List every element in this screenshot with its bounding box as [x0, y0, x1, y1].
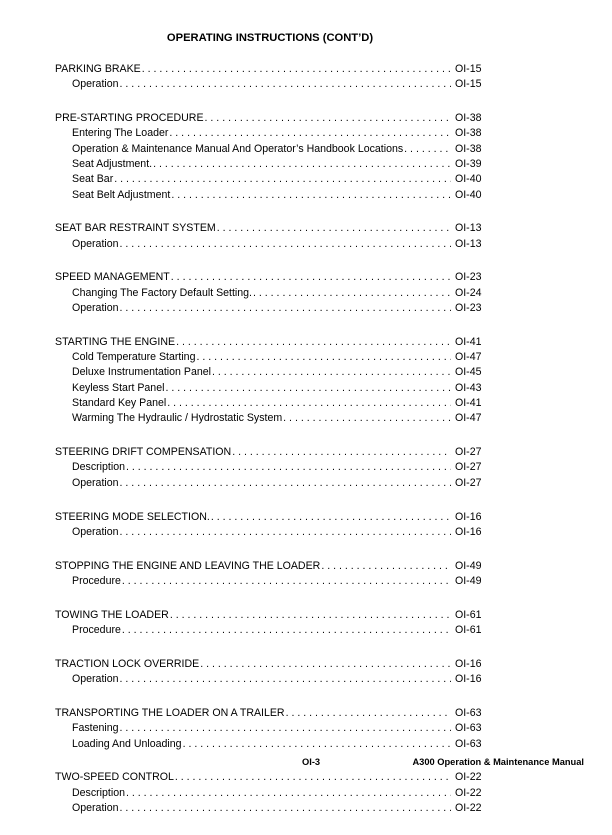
subsection-entry-label: Operation — [72, 673, 119, 686]
subsection-entry-page: OI-38 — [455, 142, 482, 155]
section-entry[interactable] — [55, 335, 487, 350]
subsection-entry-page: OI-13 — [455, 237, 482, 250]
dot-leader — [122, 623, 451, 638]
subsection-entry-label: Changing The Factory Default Setting. — [72, 286, 253, 299]
index-section — [55, 221, 487, 252]
subsection-entry[interactable] — [55, 623, 487, 638]
subsection-entry[interactable] — [55, 801, 487, 816]
subsection-entry-label: Description — [72, 786, 125, 799]
subsection-entry-page: OI-38 — [455, 127, 482, 140]
section-entry-page: OI-38 — [455, 112, 482, 125]
subsection-entry-label: Operation — [72, 476, 119, 489]
subsection-entry-label: Operation — [72, 801, 119, 814]
subsection-entry[interactable] — [55, 126, 487, 141]
subsection-entry-label: Operation — [72, 237, 119, 250]
section-entry-page: OI-27 — [455, 446, 482, 459]
section-entry-page: OI-16 — [455, 510, 482, 523]
subsection-entry-label: Keyless Start Panel — [72, 381, 165, 394]
section-entry[interactable] — [55, 510, 487, 525]
dot-leader — [120, 476, 451, 491]
section-entry-label: TOWING THE LOADER — [55, 608, 169, 621]
dot-leader — [175, 770, 451, 785]
subsection-entry-label: Fastening — [72, 722, 119, 735]
subsection-entry-page: OI-63 — [455, 737, 482, 750]
subsection-entry-label: Description — [72, 461, 125, 474]
dot-leader — [142, 62, 451, 77]
dot-leader — [283, 411, 451, 426]
subsection-entry-label: Procedure — [72, 574, 121, 587]
dot-leader — [120, 672, 451, 687]
dot-leader — [153, 157, 451, 172]
subsection-entry-label: Seat Bar — [72, 173, 114, 186]
dot-leader — [169, 126, 451, 141]
dot-leader — [167, 396, 451, 411]
index-section — [55, 270, 487, 316]
subsection-entry[interactable] — [55, 574, 487, 589]
dot-leader — [176, 335, 451, 350]
dot-leader — [286, 706, 451, 721]
section-entry-label: STOPPING THE ENGINE AND LEAVING THE LOADER — [55, 559, 321, 572]
subsection-entry[interactable] — [55, 350, 487, 365]
subsection-entry[interactable] — [55, 721, 487, 736]
subsection-entry-label: Seat Adjustment. — [72, 157, 153, 170]
dot-leader — [205, 111, 451, 126]
section-entry-page: OI-23 — [455, 271, 482, 284]
dot-leader — [404, 142, 451, 157]
dot-leader — [171, 188, 451, 203]
dot-leader — [126, 460, 451, 475]
dot-leader — [232, 445, 451, 460]
index-section — [55, 62, 487, 93]
index-section — [55, 657, 487, 688]
subsection-entry-page: OI-47 — [455, 412, 482, 425]
subsection-entry[interactable] — [55, 396, 487, 411]
subsection-entry[interactable] — [55, 365, 487, 380]
subsection-entry-page: OI-63 — [455, 722, 482, 735]
subsection-entry-page: OI-23 — [455, 302, 482, 315]
subsection-entry-label: Operation — [72, 78, 119, 91]
subsection-entry-page: OI-16 — [455, 525, 482, 538]
dot-leader — [170, 608, 451, 623]
section-entry[interactable] — [55, 706, 487, 721]
footer-manual-title: A300 Operation & Maintenance Manual — [412, 757, 584, 767]
section-entry-page: OI-16 — [455, 657, 482, 670]
subsection-entry-page: OI-61 — [455, 624, 482, 637]
index-section — [55, 770, 487, 816]
subsection-entry[interactable] — [55, 381, 487, 396]
dot-leader — [120, 301, 451, 316]
section-entry-page: OI-61 — [455, 608, 482, 621]
subsection-entry[interactable] — [55, 237, 487, 252]
subsection-entry-label: Operation — [72, 525, 119, 538]
subsection-entry-label: Operation — [72, 302, 119, 315]
section-entry[interactable] — [55, 111, 487, 126]
subsection-entry[interactable] — [55, 737, 487, 752]
dot-leader — [321, 559, 451, 574]
subsection-entry[interactable] — [55, 476, 487, 491]
subsection-entry-label: Entering The Loader — [72, 127, 169, 140]
dot-leader — [165, 381, 451, 396]
dot-leader — [120, 237, 451, 252]
section-entry-label: PARKING BRAKE — [55, 63, 141, 75]
subsection-entry[interactable] — [55, 142, 487, 157]
section-entry[interactable] — [55, 559, 487, 574]
section-entry-page: OI-22 — [455, 771, 482, 784]
subsection-entry[interactable] — [55, 301, 487, 316]
dot-leader — [200, 657, 451, 672]
subsection-entry[interactable] — [55, 525, 487, 540]
section-entry[interactable] — [55, 62, 487, 77]
dot-leader — [253, 286, 451, 301]
dot-leader — [120, 525, 451, 540]
section-entry[interactable] — [55, 608, 487, 623]
subsection-entry[interactable] — [55, 786, 487, 801]
subsection-entry-page: OI-22 — [455, 801, 482, 814]
section-entry-page: OI-49 — [455, 559, 482, 572]
section-entry-label: SPEED MANAGEMENT — [55, 271, 170, 284]
subsection-entry-page: OI-27 — [455, 476, 482, 489]
dot-leader — [211, 510, 451, 525]
subsection-entry[interactable] — [55, 411, 487, 426]
subsection-entry-label: Deluxe Instrumentation Panel — [72, 366, 211, 379]
subsection-entry-page: OI-40 — [455, 188, 482, 201]
section-entry[interactable] — [55, 221, 487, 236]
subsection-entry[interactable] — [55, 460, 487, 475]
section-entry-label: TRACTION LOCK OVERRIDE — [55, 657, 200, 670]
subsection-entry-label: Loading And Unloading — [72, 737, 182, 750]
dot-leader — [120, 801, 451, 816]
subsection-entry[interactable] — [55, 672, 487, 687]
subsection-entry-page: OI-40 — [455, 173, 482, 186]
subsection-entry-page: OI-22 — [455, 786, 482, 799]
subsection-entry-page: OI-16 — [455, 673, 482, 686]
section-entry-label: PRE-STARTING PROCEDURE — [55, 112, 204, 125]
dot-leader — [212, 365, 451, 380]
section-entry[interactable] — [55, 657, 487, 672]
section-entry[interactable] — [55, 770, 487, 785]
section-entry-page: OI-13 — [455, 222, 482, 235]
section-entry-label: TWO-SPEED CONTROL — [55, 771, 174, 784]
subsection-entry-label: Cold Temperature Starting — [72, 351, 196, 364]
subsection-entry-page: OI-24 — [455, 286, 482, 299]
subsection-entry-label: Procedure — [72, 624, 121, 637]
footer-page-number: OI-3 — [302, 757, 321, 767]
index-section — [55, 608, 487, 639]
subsection-entry[interactable] — [55, 77, 487, 92]
dot-leader — [122, 574, 451, 589]
dot-leader — [114, 172, 451, 187]
section-entry-label: STARTING THE ENGINE — [55, 335, 176, 348]
index-section — [55, 706, 487, 752]
subsection-entry-page: OI-47 — [455, 351, 482, 364]
subsection-entry-label: Seat Belt Adjustment — [72, 188, 171, 201]
index-section — [55, 335, 487, 427]
subsection-entry[interactable] — [55, 188, 487, 203]
subsection-entry-page: OI-43 — [455, 381, 482, 394]
dot-leader — [120, 77, 451, 92]
dot-leader — [183, 737, 451, 752]
subsection-entry-page: OI-45 — [455, 366, 482, 379]
index-section — [55, 111, 487, 203]
subsection-entry-page: OI-41 — [455, 397, 482, 410]
index-section — [55, 445, 487, 491]
index-section — [55, 510, 487, 541]
subsection-entry-page: OI-49 — [455, 574, 482, 587]
dot-leader — [217, 221, 451, 236]
dot-leader — [126, 786, 451, 801]
dot-leader — [196, 350, 451, 365]
dot-leader — [120, 721, 451, 736]
section-entry[interactable] — [55, 270, 487, 285]
subsection-entry[interactable] — [55, 286, 487, 301]
subsection-entry[interactable] — [55, 172, 487, 187]
dot-leader — [171, 270, 451, 285]
subsection-entry-page: OI-39 — [455, 157, 482, 170]
subsection-entry-label: Warming The Hydraulic / Hydrostatic System — [72, 412, 283, 425]
section-entry-label: SEAT BAR RESTRAINT SYSTEM — [55, 222, 216, 235]
index-section — [55, 559, 487, 590]
subsection-entry-label: Operation & Maintenance Manual And Operator’s Handbook Locations — [72, 142, 404, 155]
subsection-entry-label: Standard Key Panel — [72, 397, 167, 410]
index-list — [55, 62, 487, 835]
section-entry-page: OI-41 — [455, 335, 482, 348]
subsection-entry-page: OI-27 — [455, 461, 482, 474]
subsection-entry-page: OI-15 — [455, 78, 482, 91]
section-entry-page: OI-15 — [455, 63, 482, 75]
section-entry-label: STEERING MODE SELECTION. — [55, 510, 210, 523]
section-entry-label: TRANSPORTING THE LOADER ON A TRAILER — [55, 706, 285, 719]
section-entry[interactable] — [55, 445, 487, 460]
subsection-entry[interactable] — [55, 157, 487, 172]
page-heading: OPERATING INSTRUCTIONS (CONT’D) — [166, 32, 374, 44]
section-entry-page: OI-63 — [455, 706, 482, 719]
section-entry-label: STEERING DRIFT COMPENSATION — [55, 446, 232, 459]
